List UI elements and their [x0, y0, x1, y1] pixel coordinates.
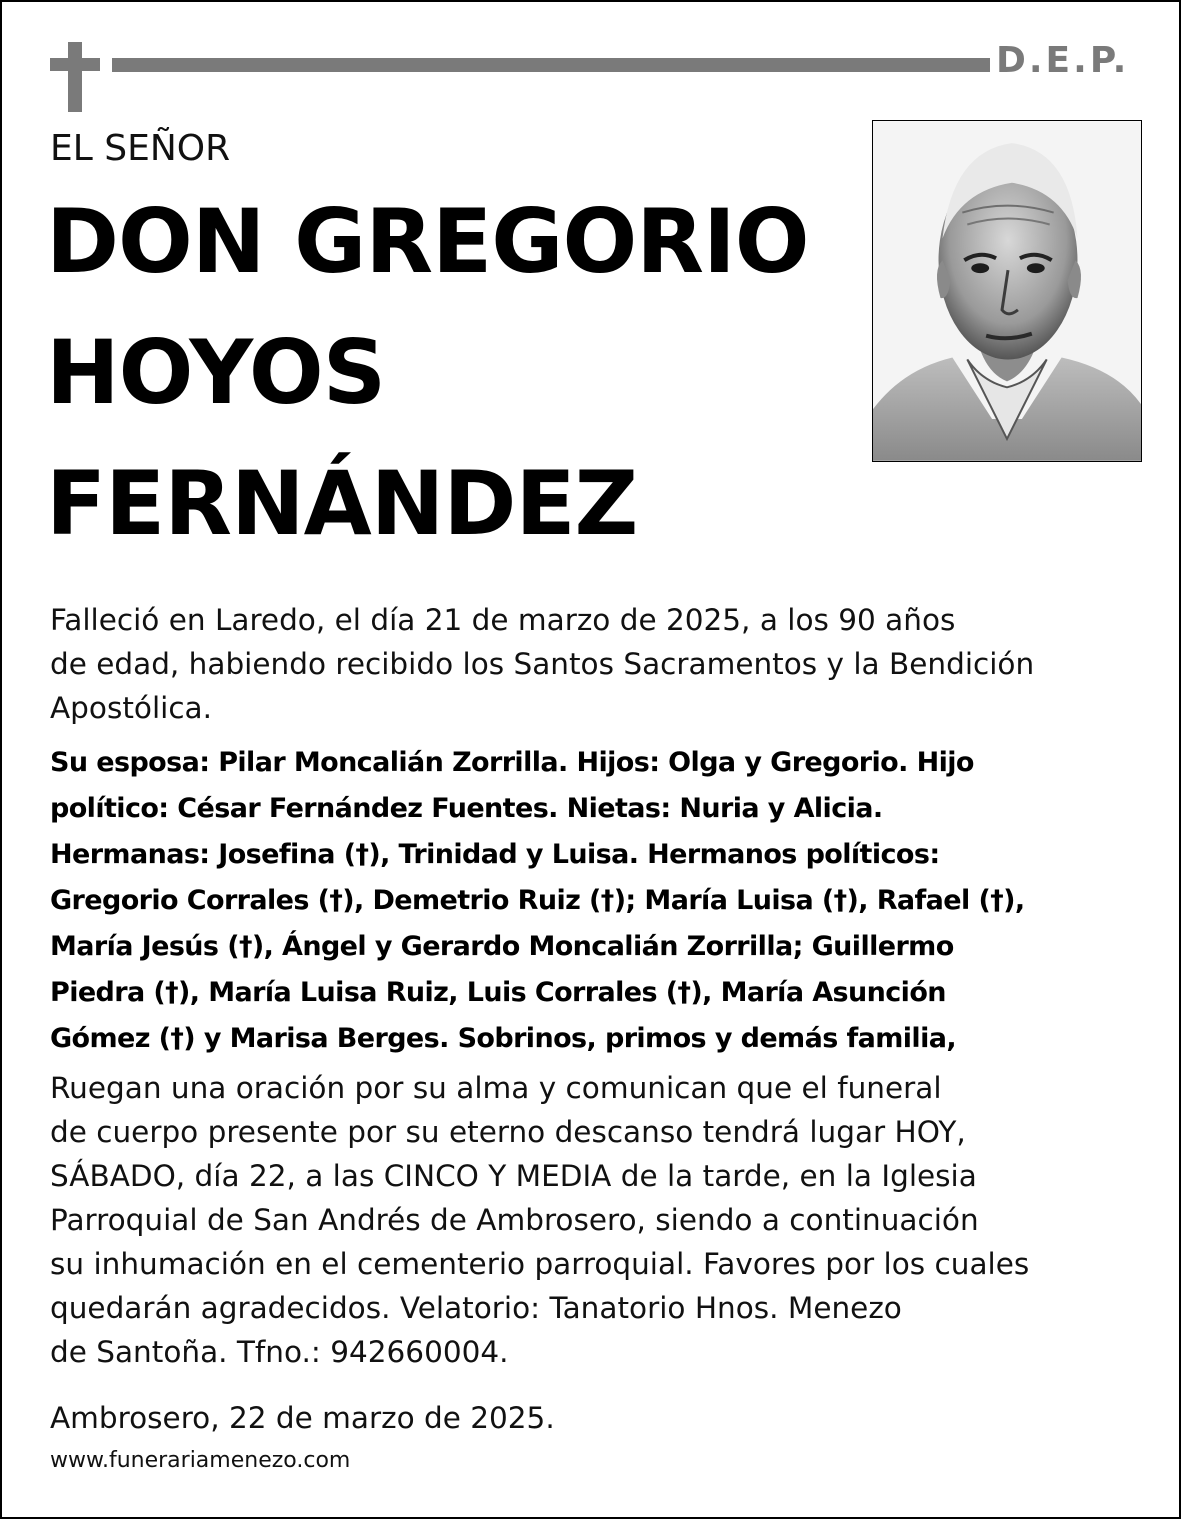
funeral-details [50, 1066, 1140, 1374]
dep-label: D.E.P. [996, 40, 1130, 81]
text-line: Parroquial de San Andrés de Ambrosero, siendo a continuación [50, 1203, 979, 1237]
website-link[interactable]: www.funerariamenezo.com [50, 1448, 351, 1473]
header-rule [112, 58, 990, 72]
cross-icon [50, 42, 100, 112]
text-line: Ruegan una oración por su alma y comunican que el funeral [50, 1071, 942, 1105]
text-line: Gómez (†) y Marisa Berges. Sobrinos, primos y demás familia, [50, 1023, 957, 1054]
portrait-photo [872, 120, 1142, 462]
deceased-name-line-1: DON GREGORIO [46, 190, 809, 293]
text-line: de edad, habiendo recibido los Santos Sacramentos y la Bendición [50, 647, 1035, 681]
text-line: Su esposa: Pilar Moncalián Zorrilla. Hijos: Olga y Gregorio. Hijo [50, 747, 974, 778]
deceased-name-line-2: HOYOS [46, 321, 386, 424]
deceased-name-line-3: FERNÁNDEZ [46, 452, 638, 555]
text-line: de Santoña. Tfno.: 942660004. [50, 1335, 509, 1369]
text-line: Falleció en Laredo, el día 21 de marzo de 2025, a los 90 años [50, 603, 956, 637]
family-list [50, 740, 1140, 1062]
text-line: Hermanas: Josefina (†), Trinidad y Luisa. Hermanos políticos: [50, 839, 940, 870]
text-line: su inhumación en el cementerio parroquial. Favores por los cuales [50, 1247, 1030, 1281]
text-line: Apostólica. [50, 691, 213, 725]
text-line: Piedra (†), María Luisa Ruiz, Luis Corrales (†), María Asunción [50, 977, 946, 1008]
text-line: Gregorio Corrales (†), Demetrio Ruiz (†); María Luisa (†), Rafael (†), [50, 885, 1025, 916]
text-line: político: César Fernández Fuentes. Nietas: Nuria y Alicia. [50, 793, 883, 824]
honorific: EL SEÑOR [50, 128, 231, 169]
place-date: Ambrosero, 22 de marzo de 2025. [50, 1401, 555, 1435]
text-line: de cuerpo presente por su eterno descanso tendrá lugar HOY, [50, 1115, 966, 1149]
death-announcement [50, 598, 1140, 730]
text-line: María Jesús (†), Ángel y Gerardo Moncalián Zorrilla; Guillermo [50, 931, 954, 962]
text-line: quedarán agradecidos. Velatorio: Tanatorio Hnos. Menezo [50, 1291, 902, 1325]
text-line: SÁBADO, día 22, a las CINCO Y MEDIA de la tarde, en la Iglesia [50, 1159, 977, 1193]
